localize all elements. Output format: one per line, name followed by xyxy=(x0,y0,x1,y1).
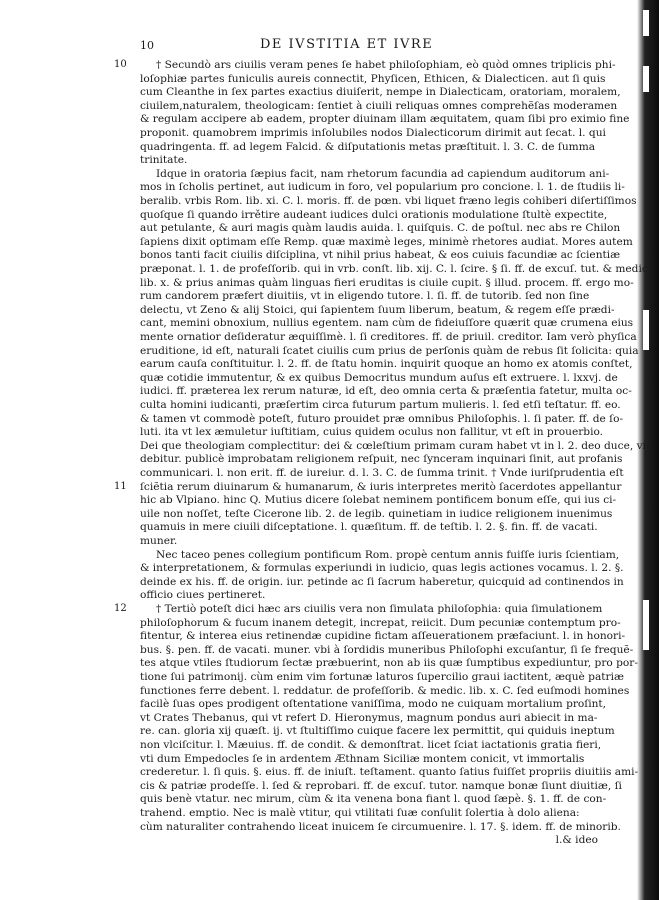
text-line-content: re. can. gloria xij quæſt. ij. vt ſtultiſſimo cuique facere lex permittit, qui quiduis ineptum xyxy=(140,725,615,738)
text-line-content: communicari. l. non erit. ff. de iureiur. d. l. 3. C. de ſumma trinit. † Vnde iuriſprudentia eſt xyxy=(140,467,624,479)
text-line-content: ſapiens dixit optimam eſſe Remp. quæ maximè leges, minimè rhetores audiat. Mores autem xyxy=(140,235,633,248)
text-line-content: debitur. publicè improbatam religionem reſpuit, nec ſynceram inquinari ſinit, aut profanis xyxy=(140,453,623,466)
text-line-content: loſophiæ partes funiculis aureis connectit, Phyſicen, Ethicen, & Dialecticen. aut ſi quis xyxy=(140,72,606,85)
text-line-content: Idque in oratoria ſæpius facit, nam rhetorum facundia ad capiendum auditorum ani- xyxy=(156,167,610,180)
text-line-content: eruditione, id eſt, naturali ſcatet ciuilis cum prius de perſonis quàm de rebus ſit ſolicita: quia xyxy=(140,344,639,357)
edge-notch xyxy=(643,310,649,350)
text-line-content: proponit. quamobrem imprimis inſolubiles nodos Dialecticorum dirimit aut ſecat. l. qui xyxy=(140,127,606,139)
text-line-content: quæ cotidie immutentur, & ex quibus Democritus mundum auſus eſt extruere. l. lxxvj. de xyxy=(140,371,618,384)
text-line-content: facilè ſuas opes prodigent oſtentatione vaniſſima, modo ne cuiquam mortalium proſint, xyxy=(140,698,607,711)
text-line-content: cum Cleanthe in ſex partes exactius diuiſerit, nempe in Dialecticam, oratoriam, moralem, xyxy=(140,86,621,99)
margin-number: 10 xyxy=(114,59,127,70)
text-line-content: † Secundò ars ciuilis veram penes ſe habet philoſophiam, eò quòd omnes triplicis phi- xyxy=(156,59,616,71)
edge-notch xyxy=(643,600,649,650)
text-line-content: cùm naturaliter contrahendo liceat inuicem ſe circumuenire. l. 17. §. idem. ff. de minorib. xyxy=(140,820,621,833)
text-line-content: officio ciues pertineret. xyxy=(140,589,266,602)
text-line-content: cis & patriæ prodeſſe. l. ſed & reprobari. ff. de excuſ. tutor. namque bonæ ſiunt diuitiæ, ſi xyxy=(140,779,622,792)
running-head: DE IVSTITIA ET IVRE xyxy=(260,37,434,52)
text-line-content: & regulam accipere ab eadem, propter diuinam illam æquitatem, quam ſibi pro eximio fine xyxy=(140,113,630,126)
text-line-content: Dei que theologiam complectitur: dei & cœleſtium primam curam habet vt in l. 2. deo duce, vi- xyxy=(140,439,650,452)
catchword: l.& ideo xyxy=(555,834,598,847)
text-line-content: Nec taceo penes collegium pontificum Rom. propè centum annis fuiſſe iuris ſcientiam, xyxy=(156,548,620,561)
text-line-content: delectu, vt Zeno & alij Stoici, qui ſapientem ſuum liberum, beatum, & regem eſſe prædi- xyxy=(140,303,615,316)
text-line-content: & tamen vt commodè poteſt, futuro prouidet præ omnibus Philoſophis. l. ſi pater. ff. de ſo- xyxy=(140,412,624,425)
text-line-content: trahend. emptio. Nec is malè vtitur, qui vtilitati ſuæ conſulit ſolertia à dolo aliena: xyxy=(140,807,580,819)
text-line-content: uile non noſſet, teſte Cicerone lib. 2. de legib. quinetiam in iudice religionem inuenimus xyxy=(140,507,613,520)
text-line-content: trinitate. xyxy=(140,154,188,167)
text-line-content: & interpretationem, & formulas experiundi in iudicio, quas legis actiones vocamus. l. 2. §. xyxy=(140,562,624,575)
text-line-content: cant, memini obnoxium, nullius egentem. nam cùm de fideiuſſore quærit quæ crumena eius xyxy=(140,317,634,330)
text-line-content: bonos tanti facit ciuilis diſciplina, vt nihil prius habeat, & eos cuiuis facundiæ ac ſcientiæ xyxy=(140,249,621,262)
text-line-content: quamuis in mere ciuili diſceptatione. l. quæſitum. ff. de teſtib. l. 2. §. fin. ff. de vacati. xyxy=(140,521,598,534)
edge-notch xyxy=(643,66,649,92)
text-line-content: vti dum Empedocles ſe in ardentem Æthnam Siciliæ montem conicit, vt immortalis xyxy=(140,752,585,765)
text-line-content: functiones ferre debent. l. reddatur. de profeſſorib. & medic. lib. x. C. ſed euſmodi homines xyxy=(140,684,630,697)
text-line-content: hic ab Vlpiano. hinc Q. Mutius dicere ſolebat neminem pontificem bonum eſſe, qui ius ci- xyxy=(140,494,617,507)
text-line-content: culta homini iudicanti, præſertim circa futurum partum mulieris. l. ſed etſi teſtatur. ff. eo. xyxy=(140,399,621,411)
text-line-content: quoſque ſi quando irrětire audeant iudices dulci orationis modulatione ſtultè expectite, xyxy=(140,208,608,221)
text-line-content: quis benè vtatur. nec mirum, cùm & ita venena bona fiant l. quod ſæpè. §. 1. ff. de con- xyxy=(140,793,607,806)
text-line-content: tione ſui patrimonij. cùm enim vim fortunæ laturos ſupercilio graui iactitent, æquè patriæ xyxy=(140,671,624,683)
text-line-content: non vlciſcitur. l. Mæuius. ff. de condit. & demonſtrat. licet ſciat iactationis gratia fieri, xyxy=(140,739,602,751)
text-line-content: deinde ex his. ff. de origin. iur. petinde ac ſi ſacrum haberetur, quicquid ad continendos in xyxy=(140,575,624,588)
page-number: 10 xyxy=(140,39,154,52)
text-line-content: muner. xyxy=(140,535,178,547)
text-line-content: aut petulante, & auri magis quàm laudis auida. l. quiſquis. C. de poſtul. nec abs re Chilon xyxy=(140,222,621,235)
text-line-content: bus. §. pen. ff. de vacati. muner. vbi à ſordidis muneribus Philoſophi excuſantur, ſi ſe frequẽ- xyxy=(140,643,634,656)
text-line-content: philoſophorum & fucum inanem detegit, increpat, reiicit. Dum pecuniæ contemptum pro- xyxy=(140,616,621,629)
text-line-content: beralib. vrbis Rom. lib. xi. C. l. moris. ff. de pœn. vbi liquet fræno legis cohiberi diſertiſſimos xyxy=(140,195,637,207)
text-line-content: quadringenta. ff. ad legem Falcid. & diſputationis metas præſtituit. l. 3. C. de ſumma xyxy=(140,140,596,153)
margin-number: 12 xyxy=(114,603,127,614)
page-header xyxy=(140,39,630,55)
text-line-content: vt Crates Thebanus, qui vt refert D. Hieronymus, magnum pondus auri abiecit in ma- xyxy=(140,711,598,724)
text-line-content: rum candorem præfert diuitiis, vt in eligendo tutore. l. ſi. ff. de tutorib. ſed non ſine xyxy=(140,290,590,303)
text-line-content: fitentur, & interea eius retinendæ cupidine fictam aſſeuerationem præfaciunt. l. in honori- xyxy=(140,630,626,643)
text-line-content: ciuilem,naturalem, theologicam: ſentiet à ciuili reliquas omnes comprehẽſas moderamen xyxy=(140,99,618,112)
text-line-content: præponat. l. 1. de profeſſorib. qui in vrb. conſt. lib. xij. C. l. ſcire. § ſi. ff. de excuſ. tut. & medic. xyxy=(140,263,652,275)
text-line-content: iudici. ff. præterea lex rerum naturæ, id eſt, deo omnia certa & præſentia fatetur, multa oc- xyxy=(140,385,632,398)
text-line-content: mos in ſcholis pertinet, aut iudicum in foro, vel popularium pro concione. l. 1. de ſtudiis li- xyxy=(140,181,625,194)
text-line-content: ſciẽtia rerum diuinarum & humanarum, & iuris interpretes meritò ſacerdotes appellantur xyxy=(140,480,622,493)
text-line-content: luti. ita vt lex æmuletur iuſtitiam, cuius quidem oculus non fallitur, vt eſt in prouerbio. xyxy=(140,426,604,439)
edge-notch xyxy=(643,10,649,36)
text-line-content: tes atque vtiles ſtudiorum ſectæ præbuerint, non ab iis quæ ſumptibus expediuntur, pro por- xyxy=(140,657,638,670)
text-line-content: earum cauſa conſtituitur. l. 2. ff. de ſtatu homin. inquirit quoque an homo ex atomis conſtet, xyxy=(140,358,633,371)
margin-number: 11 xyxy=(114,480,127,492)
catchword-line xyxy=(140,832,616,848)
text-line-content: † Tertiò poteſt dici hæc ars ciuilis vera non ſimulata philoſophia: quia ſimulationem xyxy=(156,603,603,615)
text-line-content: lib. x. & prius animas quàm linguas fieri eruditas is ciuile cupit. § illud. procem. ff. ergo mo- xyxy=(140,276,634,289)
text-line-content: mente ornatior deſideratur æquiſſimè. l. ſi creditores. ff. de priuil. creditor. Iam verò phyſica xyxy=(140,331,637,343)
text-line-content: crederetur. l. ſi quis. §. eius. ff. de iniuſt. teſtament. quanto ſatius fuiſſet propriis diuitiis ami- xyxy=(140,766,639,779)
